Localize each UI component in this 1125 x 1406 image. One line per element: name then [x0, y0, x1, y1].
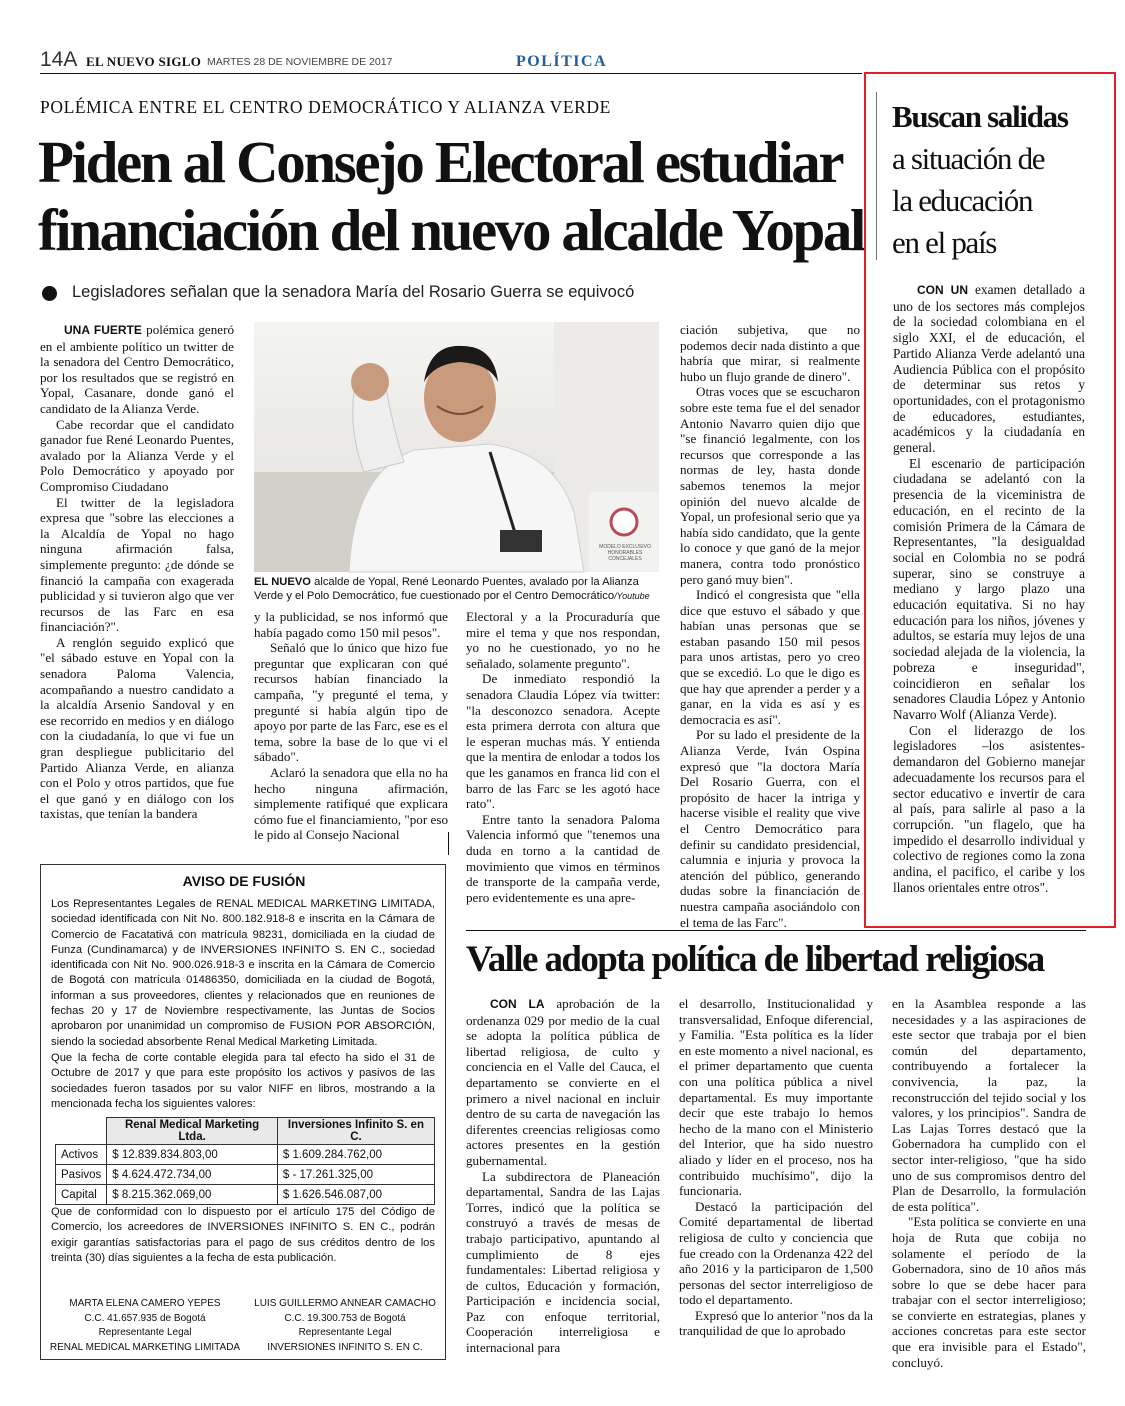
masthead-rule — [40, 73, 862, 74]
paragraph: Por su lado el presidente de la Alianza Verde, Iván Ospina expresó que "la doctora María Del Rosario Guerra, con el propósito de hacer la intriga y hacerse visible el reality que vive el Centro Democrático para definir su candidato presidencial, calumnia e injuria y provoca la atención del público, generando dudas sobre la financiación de nuestra campaña asociándolo con el tema de las Farc". — [680, 727, 860, 930]
signer-role: Representante Legal — [298, 1327, 392, 1338]
page-number: 14A — [40, 48, 78, 71]
paragraph: el desarrollo, Institucionalidad y transversalidad, Enfoque diferencial, y Familia. "Esta política es la líder en este momento a nivel nacional, es el primer departamento que cuenta con una política pública a nivel departamental. Es muy importante decir que este trabajo lo hemos hecho de la mano con el Ministerio del Interior, que ha sido nuestro aliado y líder en el proceso, nos ha contribuido muchísimo", dijo la funcionaria. — [679, 996, 873, 1199]
lead-word: CON LA — [490, 997, 545, 1011]
photo-caption — [254, 575, 659, 603]
masthead — [40, 48, 1085, 74]
paragraph: ciación subjetiva, que no podemos decir nada distinto a que habría que mirar, si realmente hubo un flujo grande de dinero". — [680, 322, 860, 384]
notice-paragraph-3: Que de conformidad con lo dispuesto por el artículo 175 del Código de Comercio, los acreedores de INVERSIONES INFINITO S. EN C., podrán exigir garantías satisfactorias para el pago de sus créditos dentro de los treinta (30) días siguientes a la fecha de esta publicación. — [51, 1206, 435, 1264]
merger-notice — [40, 864, 446, 1360]
table-cell: $ 8.215.362.069,00 — [107, 1185, 278, 1205]
sidebar-headline — [892, 96, 1107, 264]
paragraph: La subdirectora de Planeación departamental, Sandra de las Lajas Torres, indicó que la política se construyó a través de mesas de trabajo participativo, apuntando al cumplimiento de 8 ejes fundamentales: Libertad religiosa y de cultos, Educación y formación, Participación e incidencia social, Paz con enfoque territorial, Cooperación interreligiosa e internacional para — [466, 1168, 660, 1356]
paragraph: polémica generó en el ambiente político un twitter de la senadora del Centro Democrático, por los resultados que se registró en Yopal, Casanare, donde ganó el candidato de la Alianza Verde. — [40, 322, 235, 416]
paragraph: Indicó el congresista que "ella dice que estuvo el sábado y que habían unas personas que se estaban pasando 150 mil pesos para unos artistas, pero yo creo que se excedió. Lo que le digo es que hay que aprender a perder y a ganar, en la vida es así y es democracia es así". — [680, 587, 860, 727]
notice-paragraph-2: Que la fecha de corte contable elegida para tal efecto ha sido el 31 de Octubre de 2017 y que para este propósito los activos y pasivos de las sociedades fueron tasados por su valor NIFF en libros, mostrando a la mencionada fecha los siguientes valores: — [51, 1052, 435, 1110]
subhead-text: Legisladores señalan que la senadora María del Rosario Guerra se equivocó — [72, 283, 635, 301]
paragraph: Expresó que lo anterior "nos da la tranquilidad de que lo aprobado — [679, 1307, 873, 1339]
table-cell: $ 12.839.834.803,00 — [107, 1145, 278, 1165]
signature-block-1 — [47, 1297, 243, 1355]
paper-name: EL NUEVO SIGLO — [86, 54, 202, 69]
photo-credit: /Youtube — [614, 591, 650, 601]
paragraph: Señaló que lo único que hizo fue preguntar que explicaran con qué recursos habían financiado la campaña, "y pregunté el tema, y pregunté si había algún tipo de apoyo por parte de las Farc, ese es el tema, sobre la base de lo que vi el sábado". — [254, 640, 448, 765]
main-column-1 — [40, 322, 234, 852]
table-cell: Activos — [56, 1145, 107, 1165]
financial-table — [55, 1117, 435, 1205]
main-column-3 — [466, 609, 660, 914]
signature-block-2 — [247, 1297, 443, 1355]
signer-id: C.C. 41.657.935 de Bogotá — [84, 1312, 206, 1324]
podium-text: MODELO EXCLUSIVO HONORABLES CONCEJALES — [599, 544, 651, 562]
valle-column-1 — [466, 996, 660, 1356]
paragraph: en la Asamblea responde a las necesidades y a las aspiraciones de este sector que trabaja por el bien común del departamento, contribuyendo a fortalecer la convivencia, la paz, la reconstrucción del tejido social y los valores, y los principios". Sandra de Las Lajas Torres destacó que la Gobernadora ha cumplido con el sector inter-religioso, "que ha sido uno de sus compromisos dentro del Plan de Desarrollo, la formulación de esta política". — [892, 996, 1086, 1214]
paragraph: El escenario de participación ciudadana se adelantó con la presencia de la viceministra de educación, en el recinto de la comisión Primera de la Cámara de Representantes, "la desigualdad social en Colombia no se podrá superar, sino se construye a mediano y largo plazo una educación equitativa. Si no hay educación para los niños, jóvenes y adultos, se estaría muy lejos de una sociedad alejada de la violencia, la pobreza e inseguridad", coincidieron en señalar los senadores Claudia López y Antonio Navarro Wolf (Alianza Verde). — [893, 455, 1085, 722]
table-cell: $ 1.609.284.762,00 — [277, 1145, 434, 1165]
paragraph: Aclaró la senadora que ella no ha hecho ninguna afirmación, simplemente ratifiqué que explicara cómo fue el financiamiento, "por eso le pido al Consejo Nacional — [254, 764, 448, 843]
table-row — [56, 1145, 435, 1165]
main-headline — [38, 128, 868, 264]
paragraph: A renglón seguido explicó que "el sábado estuve en Yopal con la senadora Paloma Valencia, acompañando a nuestro candidato a la alcaldía Arsenio Sandoval y en ese recorrido en medios y en diálogo con la ciudadanía, lo que vi fue un gran despliegue publicitario del Partido Alianza Verde, en alianza con el Polo y otros partidos, que fue el que ganó y en diálogo con los taxistas, que tenían la bandera — [40, 634, 234, 822]
photo-illustration — [254, 322, 659, 572]
photo-caption-lead: EL NUEVO — [254, 576, 311, 588]
paragraph: "Esta política se convierte en una hoja de Ruta que cobija no solamente el período de la Gobernadora, sino de 10 años más sobre lo que se debe hacer para trabajar con el sector interreligioso; se convierte en estrategias, planes y acciones concretas para este sector que era invisible para el Estado", concluyó. — [892, 1214, 1086, 1370]
table-header-row — [56, 1118, 435, 1145]
signer-id: C.C. 19.300.753 de Bogotá — [284, 1312, 406, 1324]
signer-company: RENAL MEDICAL MARKETING LIMITADA — [49, 1341, 241, 1353]
headline-line-2: financiación del nuevo alcalde Yopal — [38, 197, 864, 263]
paragraph: Otras voces que se escucharon sobre este tema fue el del senador Antonio Navarro quien dijo que "se financió legalmente, con los recursos que corresponde a las normas de ley, hasta donde sabemos tenemos la mejor opinión del nuevo alcalde de Yopal, un profesional serio que ya había sido candidato, que la gente lo conoce y que ganó de la mejor manera, contra todo pronóstico pero ganó muy bien". — [680, 384, 860, 587]
sidebar-rule — [876, 92, 877, 260]
valle-column-2 — [679, 996, 873, 1356]
signer-name: MARTA ELENA CAMERO YEPES — [69, 1298, 221, 1309]
table-cell: $ 4.624.472.734,00 — [107, 1165, 278, 1185]
lead-word: UNA FUERTE — [64, 323, 142, 337]
signer-role: Representante Legal — [98, 1327, 192, 1338]
issue-date: MARTES 28 DE NOVIEMBRE DE 2017 — [207, 56, 393, 68]
paragraph: El twitter de la legisladora expresa que "sobre las elecciones a la Alcaldía de Yopal no hago ninguna afirmación falsa, simplemente pregunto: ¿de dónde se financió la campaña con exagerada publicidad y si tuvieron algo que ver recursos de las Farc en esa financiación?". — [40, 494, 234, 635]
notice-title: AVISO DE FUSIÓN — [182, 873, 306, 889]
sidebar-headline-line-4: en el país — [892, 225, 997, 260]
sidebar-headline-line-3: la educación — [892, 183, 1033, 218]
table-cell: Capital — [56, 1185, 107, 1205]
headline-line-1: Piden al Consejo Electoral estudiar — [38, 129, 843, 195]
section-label: POLÍTICA — [516, 53, 608, 70]
paragraph: De inmediato respondió la senadora Claudia López vía twitter: "la desconozco senadora. Acepte esta primera derrota con altura que le esperan muchas más. Y entienda que la mentira de enlodar a todos los que les ganamos en franca lid con el barro de las Farc se les agotó hace rato". — [466, 671, 660, 812]
article-photo — [254, 322, 659, 572]
main-column-4 — [680, 322, 860, 930]
table-header: Renal Medical Marketing Ltda. — [107, 1118, 278, 1145]
paragraph: Destacó la participación del Comité departamental de libertad religiosa de culto y conciencia que fue creado con la Ordenanza 422 del año 2016 y la participaron de 1,500 personas del sector interreligioso de todo el departamento. — [679, 1198, 873, 1308]
section-rule — [466, 930, 1086, 931]
valle-headline: Valle adopta política de libertad religiosa — [466, 939, 1044, 980]
notice-paragraph-1: Los Representantes Legales de RENAL MEDICAL MARKETING LIMITADA, sociedad identificada con Nit No. 800.182.918-8 e inscrita en la Cámara de Comercio de Facatativá con matrícula 98231, domiciliada en la ciudad de Funza (Cundinamarca) y de INVERSIONES INFINITO S. EN C., sociedad identificada con Nit No. 900.026.918-3 e inscrita en la Cámara de Comercio de Bogotá con matrícula 01486350, domiciliada en la ciudad de Bogotá, informan a sus proveedores, clientes y relacionados que en reuniones de fechas 20 y 17 de Noviembre respectivamente, las Juntas de Socios aprobaron por unanimidad un compromiso de FUSION POR ABSORCIÓN, siendo la sociedad absorbente Renal Medical Marketing Limitada. — [51, 898, 435, 1048]
main-column-2 — [254, 609, 448, 849]
signer-company: INVERSIONES INFINITO S. EN C. — [267, 1341, 423, 1353]
photo-caption-text: alcalde de Yopal, René Leonardo Puentes, avalado por la Alianza Verde y el Polo Democrático, fue cuestionado por el Centro Democrático — [254, 576, 639, 602]
lead-word: CON UN — [917, 283, 969, 297]
table-header: Inversiones Infinito S. en C. — [277, 1118, 434, 1145]
paragraph: Electoral y a la Procuraduría que mire el tema y que nos respondan, yo no he cuestionado, yo no he señalado, solamente pregunto". — [466, 609, 660, 671]
sidebar-headline-line-1: Buscan salidas — [892, 99, 1068, 134]
bullet-icon — [42, 286, 57, 301]
table-header — [56, 1118, 107, 1145]
kicker: POLÉMICA ENTRE EL CENTRO DEMOCRÁTICO Y ALIANZA VERDE — [40, 97, 611, 117]
table-row — [56, 1185, 435, 1205]
table-row — [56, 1165, 435, 1185]
valle-column-3 — [892, 996, 1086, 1370]
sidebar-body — [893, 282, 1085, 918]
paragraph: Con el liderazgo de los legisladores –los asistentes- demandaron del Gobierno manejar adecuadamente los recursos para el sector educativo e invertir de cara al país, para salirle al paso a la corrupción. "un flagelo, que ha impedido el desarrollo individual y colectivo de regiones como la zona andina, el pacifico, el caribe y los llanos orientales entre otros". — [893, 722, 1085, 895]
table-cell: $ - 17.261.325,00 — [277, 1165, 434, 1185]
table-cell: $ 1.626.546.087,00 — [277, 1185, 434, 1205]
sidebar-headline-line-2: a situación de — [892, 141, 1045, 176]
paragraph: Entre tanto la senadora Paloma Valencia informó que "tenemos una duda en torno a la cantidad de movimiento que vimos en términos de transporte de la campaña verde, pero evidentemente es una apre- — [466, 811, 660, 905]
paragraph: aprobación de la ordenanza 029 por medio de la cual se adopta la política pública de libertad religiosa, de culto y conciencia en el Valle del Cauca, el departamento se convierte en el primero a nivel nacional en incluir dentro de su carta de navegación las diferentes creencias religiosas como actores presentes en la gestión gubernamental. — [466, 996, 660, 1168]
signer-name: LUIS GUILLERMO ANNEAR CAMACHO — [254, 1298, 436, 1309]
paragraph: Cabe recordar que el candidato ganador fue René Leonardo Puentes, avalado por la Alianza Verde y el Polo Democrático y apoyado por Compromiso Ciudadano — [40, 416, 234, 494]
paragraph: examen detallado a uno de los sectores más complejos de la sociedad colombiana en el siglo XXI, el de educación, el Partido Alianza Verde adelantó una Audiencia Pública con el propósito de determinar sus retos y oportunidades, con el protagonismo de educadores, estudiantes, académicos y la ciudadanía en general. — [893, 282, 1085, 456]
paragraph: y la publicidad, se nos informó que había pagado como 150 mil pesos". — [254, 609, 448, 640]
table-cell: Pasivos — [56, 1165, 107, 1185]
column-separator — [448, 832, 449, 855]
